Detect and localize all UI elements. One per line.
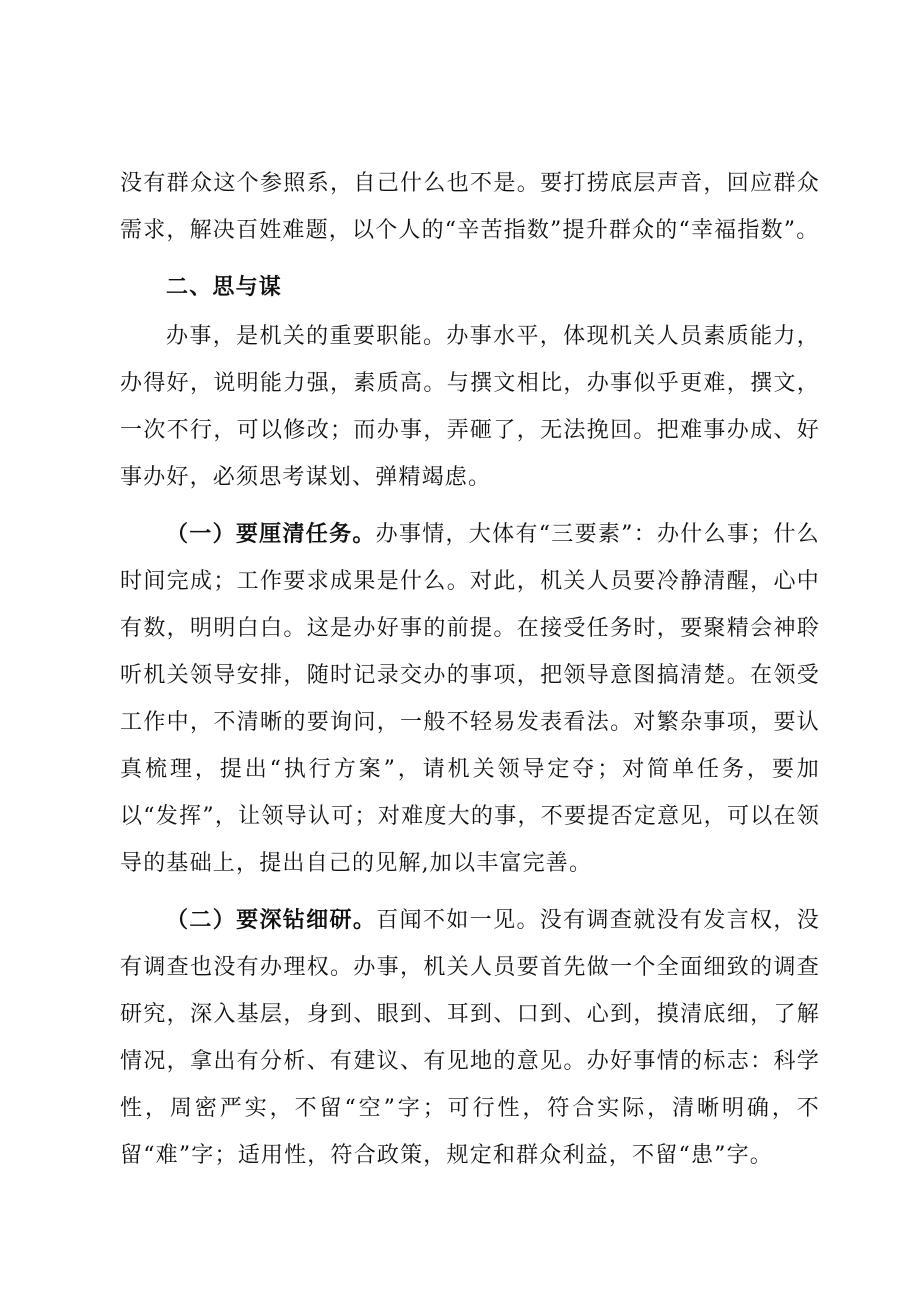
item-deep-research-lead: （二）要深钻细研。	[166, 908, 377, 933]
document-body	[120, 160, 820, 1179]
item-clarify-tasks	[120, 511, 820, 887]
section-heading: 二、思与谋	[166, 275, 283, 300]
item-clarify-tasks-text: 办事情，大体有“三要素”：办什么事；什么时间完成；工作要求成果是什么。对此，机关人员要冷静清醒，心中有数，明明白白。这是办好事的前提。在接受任务时，要聚精会神聆听机关领导安排，随时记录交办的事项，把领导意图搞清楚。在领受工作中，不清晰的要询问，一般不轻易发表看法。对繁杂事项，要认真梳理，提出“执行方案”，请机关领导定夺；对简单任务，要加以“发挥”，让领导认可；对难度大的事，不要提否定意见，可以在领导的基础上，提出自己的见解,加以丰富完善。	[120, 522, 820, 876]
item-deep-research	[120, 897, 820, 1179]
item-clarify-tasks-lead: （一）要厘清任务。	[166, 522, 376, 547]
paragraph-intro: 办事，是机关的重要职能。办事水平，体现机关人员素质能力，办得好，说明能力强，素质高。与撰文相比，办事似乎更难，撰文，一次不行，可以修改；而办事，弄砸了，无法挽回。把难事办成、好事办好，必须思考谋划、弹精竭虑。	[120, 324, 820, 490]
paragraph-continuation: 没有群众这个参照系，自己什么也不是。要打捞底层声音，回应群众需求，解决百姓难题，以个人的“辛苦指数”提升群众的“幸福指数”。	[120, 171, 820, 243]
item-deep-research-text: 百闻不如一见。没有调查就没有发言权，没有调查也没有办理权。办事，机关人员要首先做一个全面细致的调查研究，深入基层，身到、眼到、耳到、口到、心到，摸清底细，了解情况，拿出有分析、有建议、有见地的意见。办好事情的标志：科学性，周密严实，不留“空”字；可行性，符合实际，清晰明确，不留“难”字；适用性，符合政策，规定和群众利益，不留“患”字。	[120, 908, 820, 1168]
